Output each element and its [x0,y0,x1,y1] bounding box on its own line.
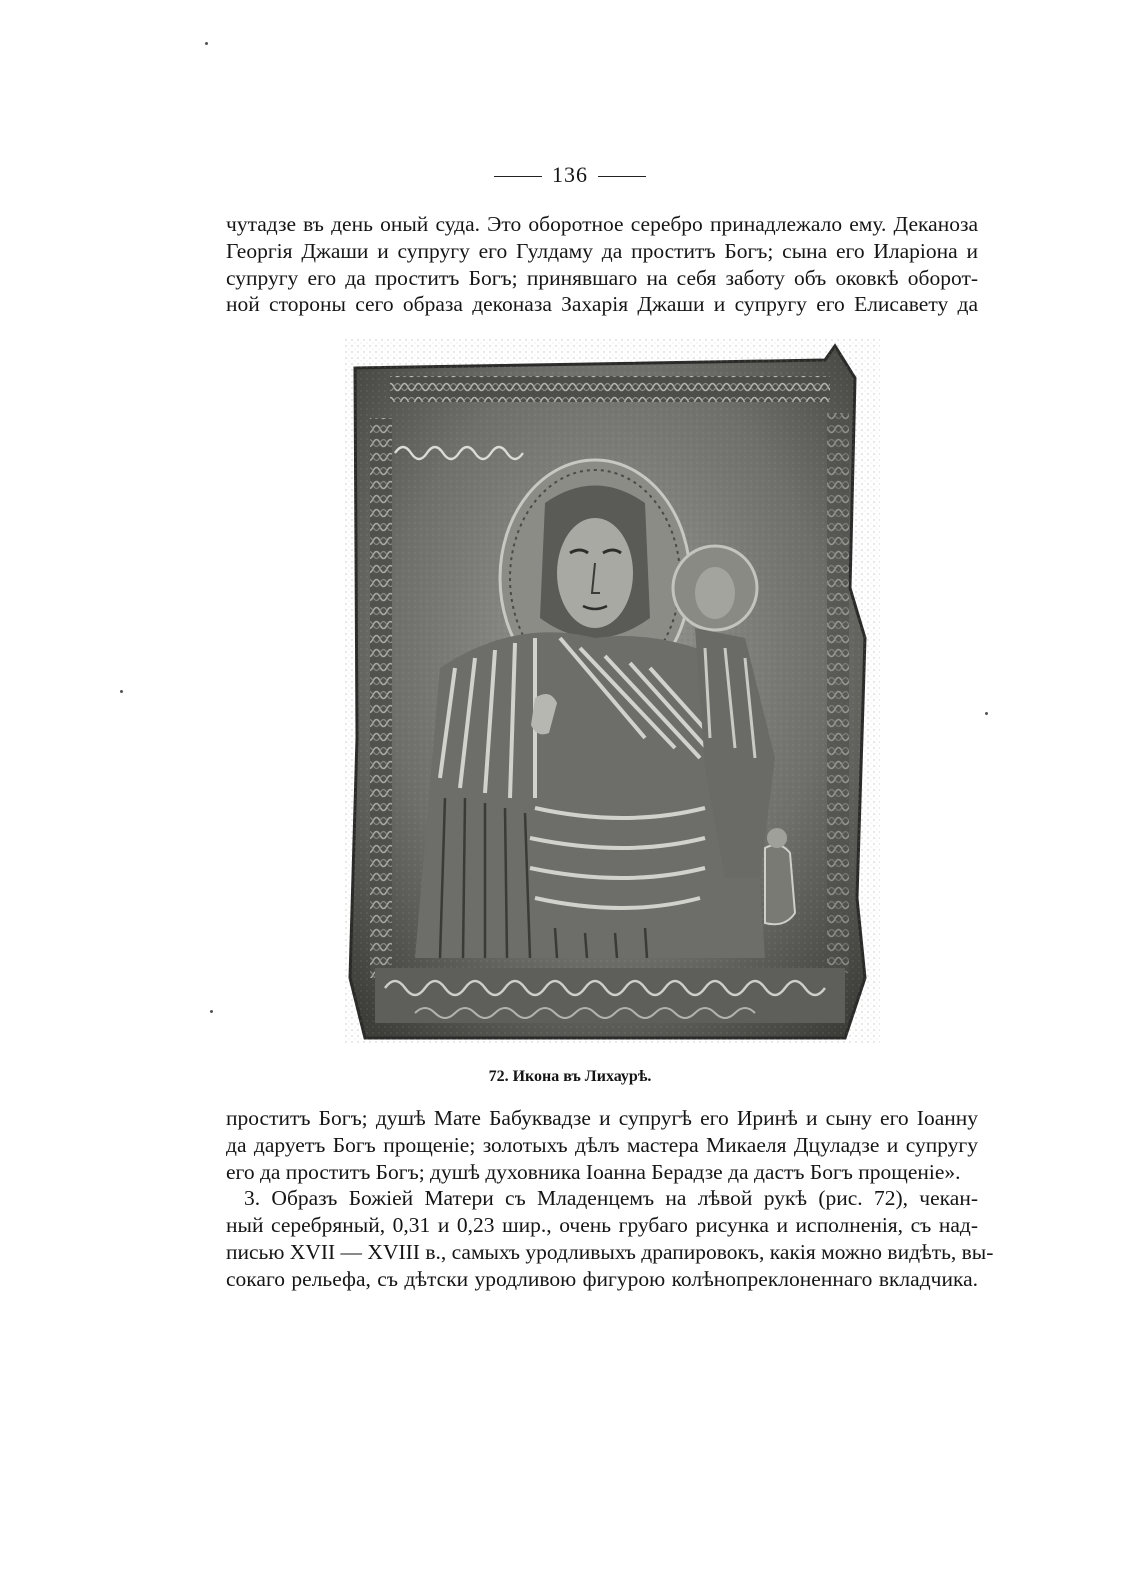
paragraph-bottom [226,1105,994,1293]
scan-speck [210,1010,213,1013]
text-line: супругу его да проститъ Богъ; принявшаго на себя заботу объ оковкѣ оборот- [226,265,978,290]
rule-right [598,176,646,177]
text-line: чутадзе въ день оный суда. Это оборотное серебро принадлежало ему. Деканоза [226,212,978,236]
rule-left [494,176,542,177]
text-line: его да проститъ Богъ; душѣ духовника Іоанна Берадзе да дастъ Богъ прощеніе». [226,1159,961,1184]
text-line: ной стороны сего образа деконаза Захарія Джаши и супругу его Елисавету да [226,292,978,317]
text-line: ный серебряный, 0,31 и 0,23 шир., очень грубаго рисунка и исполненія, съ над- [226,1213,978,1238]
icon-photograph [345,338,880,1043]
text-line: да даруетъ Богъ прощеніе; золотыхъ дѣлъ мастера Микаеля Дцуладзе и супругу [226,1132,978,1157]
text-line: Георгія Джаши и супругу его Гулдаму да проститъ Богъ; сына его Иларіона и [226,238,978,263]
scan-speck [120,690,123,693]
scan-speck [985,712,988,715]
text-line: писью XVII — XVIII в., самыхъ уродливыхъ драпировокъ, какія можно видѣть, вы- [226,1239,994,1264]
figure-caption: 72. Икона въ Лихаурѣ. [488,1068,652,1085]
page-number: 136 [0,162,1140,188]
text-line: 3. Образъ Божіей Матери съ Младенцемъ на лѣвой рукѣ (рис. 72), чекан- [244,1186,978,1211]
paragraph-top [226,211,978,318]
text-line: проститъ Богъ; душѣ Мате Бабуквадзе и супругѣ его Иринѣ и сыну его Іоанну [226,1106,978,1130]
text-line: сокаго рельефа, съ дѣтски уродливою фигурою колѣнопреклоненнаго вкладчика. [226,1266,978,1291]
scan-speck [205,42,208,45]
